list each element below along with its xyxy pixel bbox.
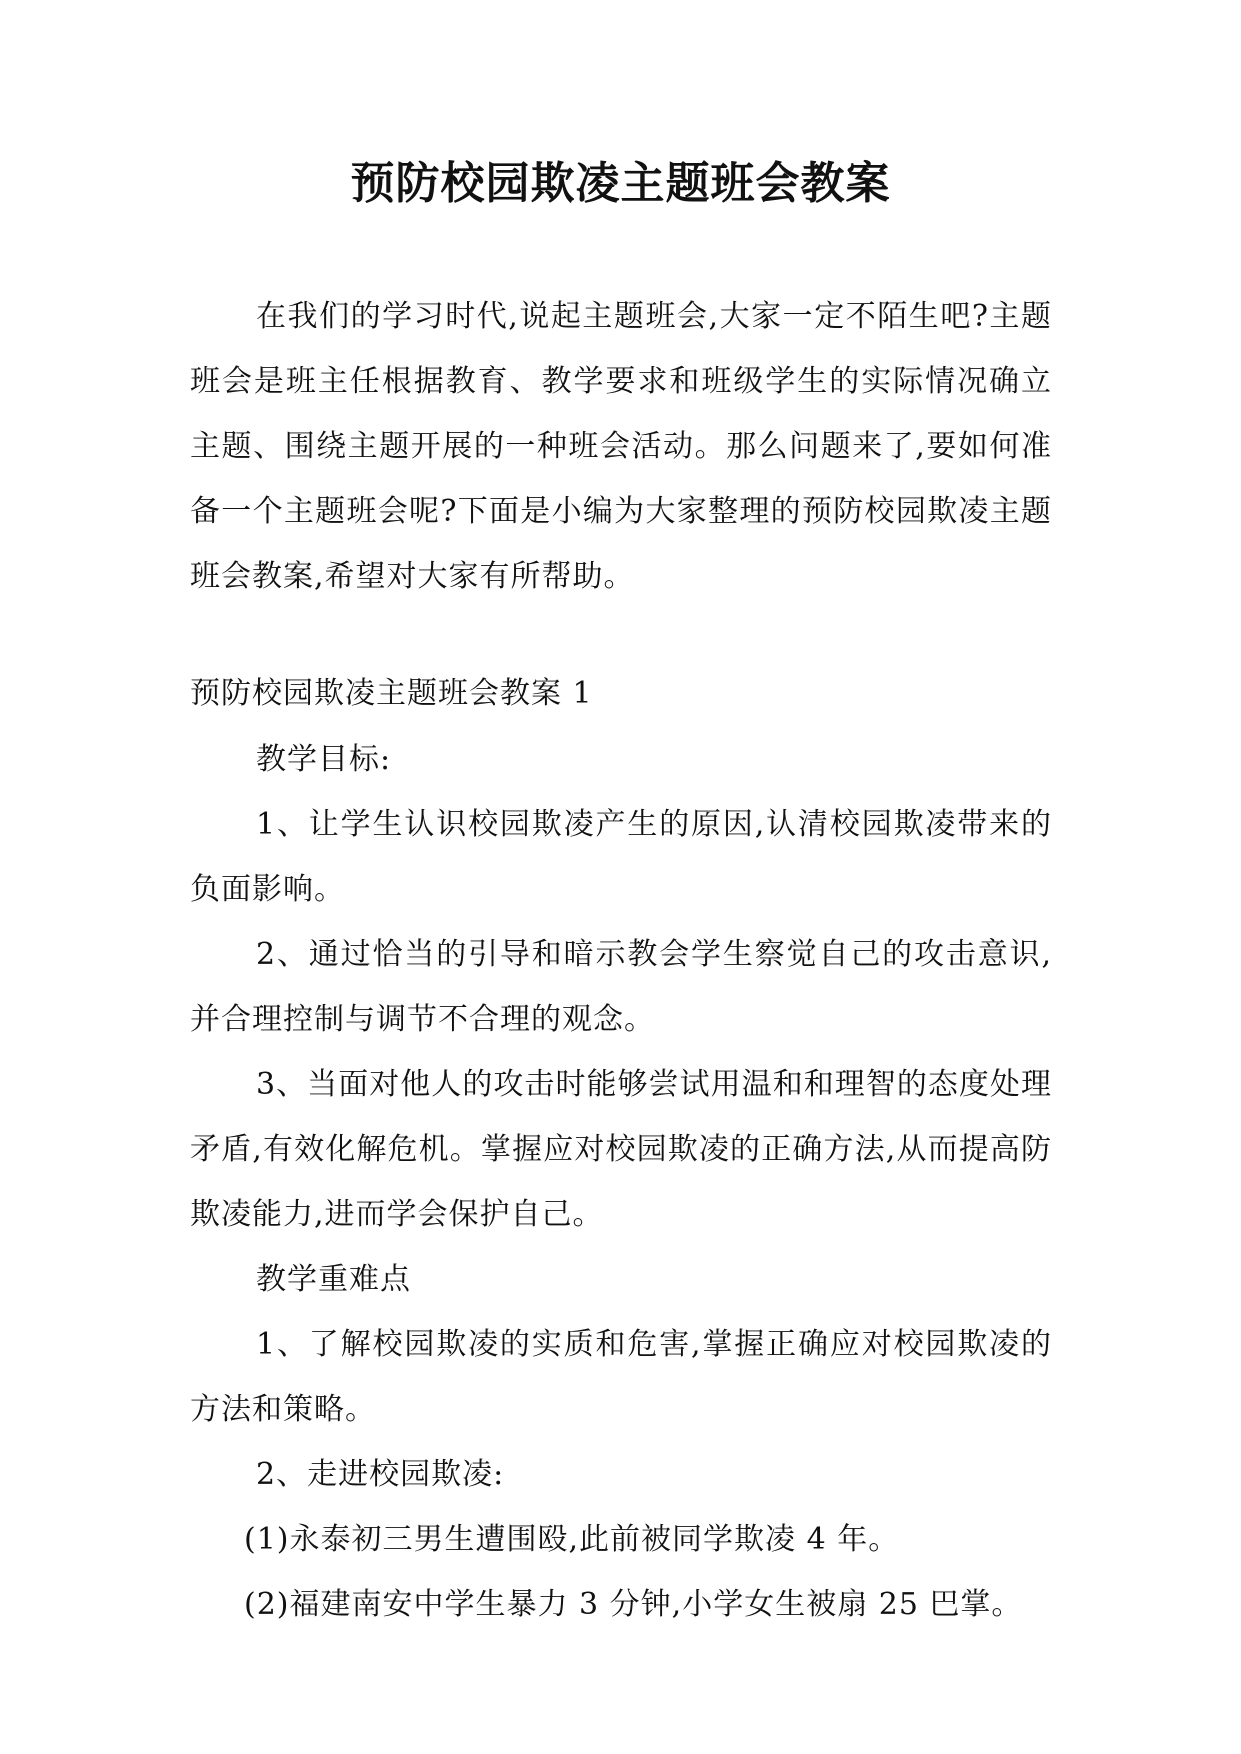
section-title: 预防校园欺凌主题班会教案 1 (190, 676, 593, 711)
goal-item-3: 3、当面对他人的攻击时能够尝试用温和和理智的态度处理矛盾,有效化解危机。掌握应对校园欺凌的正确方法,从而提高防欺凌能力,进而学会保护自己。 (190, 1067, 1052, 1232)
document-body (190, 284, 1052, 1637)
case-item-1: (1)永泰初三男生遭围殴,此前被同学欺凌 4 年。 (244, 1522, 900, 1557)
paragraph-gap (190, 609, 1052, 661)
key-point-item-1: 1、了解校园欺凌的实质和危害,掌握正确应对校园欺凌的方法和策略。 (190, 1327, 1052, 1427)
case-item-2: (2)福建南安中学生暴力 3 分钟,小学女生被扇 25 巴掌。 (244, 1587, 1023, 1622)
goal-item-1: 1、让学生认识校园欺凌产生的原因,认清校园欺凌带来的负面影响。 (190, 807, 1052, 907)
key-points-heading: 教学重难点 (256, 1262, 411, 1297)
intro-paragraph: 在我们的学习时代,说起主题班会,大家一定不陌生吧?主题班会是班主任根据教育、教学要求和班级学生的实际情况确立主题、围绕主题开展的一种班会活动。那么问题来了,要如何准备一个主题班会呢?下面是小编为大家整理的预防校园欺凌主题班会教案,希望对大家有所帮助。 (190, 299, 1052, 594)
goals-heading: 教学目标: (256, 742, 392, 777)
goal-item-2: 2、通过恰当的引导和暗示教会学生察觉自己的攻击意识,并合理控制与调节不合理的观念。 (190, 937, 1052, 1037)
document-title: 预防校园欺凌主题班会教案 (350, 158, 891, 209)
key-point-item-2: 2、走进校园欺凌: (256, 1457, 505, 1492)
